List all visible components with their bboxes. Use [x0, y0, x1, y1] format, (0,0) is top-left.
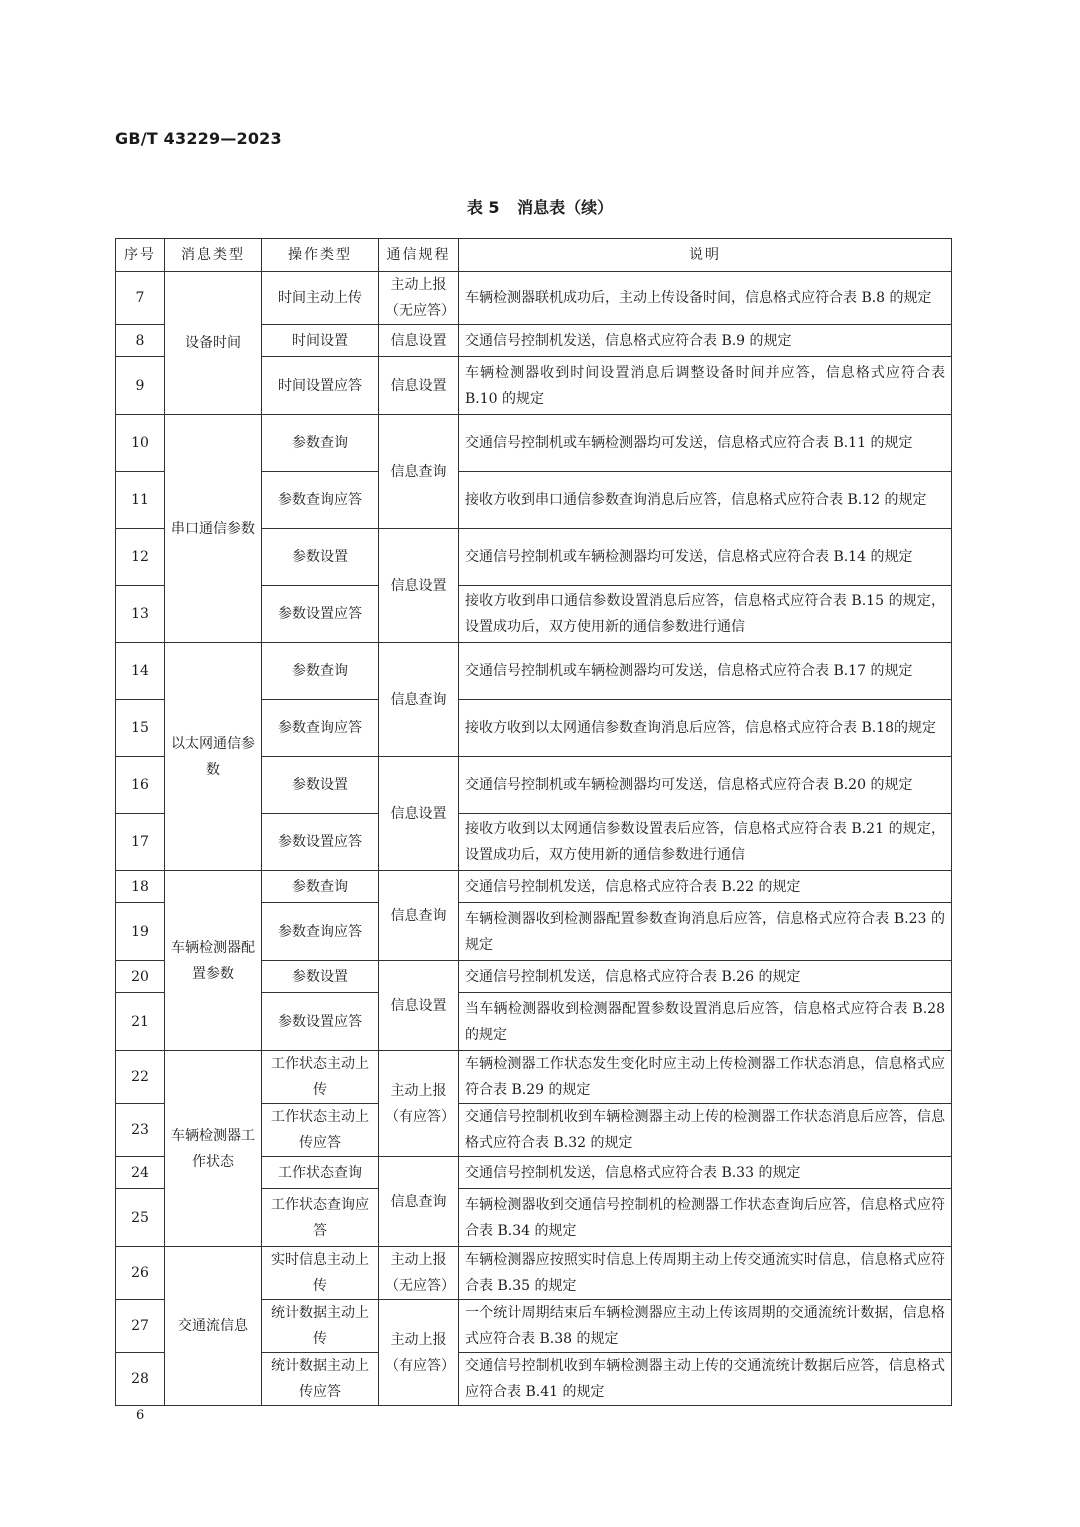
operation-type: 参数查询 — [262, 415, 379, 472]
row-number: 13 — [116, 586, 165, 643]
protocol: 主动上报（有应答） — [379, 1051, 459, 1157]
table-row — [116, 643, 952, 700]
operation-type: 参数查询应答 — [262, 700, 379, 757]
row-number: 11 — [116, 472, 165, 529]
row-number: 25 — [116, 1189, 165, 1247]
description: 一个统计周期结束后车辆检测器应主动上传该周期的交通流统计数据，信息格式应符合表 B.38 的规定 — [459, 1300, 952, 1353]
operation-type: 时间设置 — [262, 325, 379, 357]
operation-type: 工作状态查询应答 — [262, 1189, 379, 1247]
description: 交通信号控制机发送，信息格式应符合表 B.22 的规定 — [459, 871, 952, 903]
description: 车辆检测器应按照实时信息上传周期主动上传交通流实时信息，信息格式应符合表 B.35 的规定 — [459, 1247, 952, 1300]
table-header-row — [116, 239, 952, 272]
operation-type: 参数查询 — [262, 643, 379, 700]
row-number: 23 — [116, 1104, 165, 1157]
operation-type: 实时信息主动上传 — [262, 1247, 379, 1300]
operation-type: 时间设置应答 — [262, 357, 379, 415]
protocol: 信息查询 — [379, 415, 459, 529]
protocol: 主动上报（无应答） — [379, 272, 459, 325]
description: 交通信号控制机收到车辆检测器主动上传的交通流统计数据后应答，信息格式应符合表 B.41 的规定 — [459, 1353, 952, 1406]
operation-type: 参数设置 — [262, 961, 379, 993]
row-number: 21 — [116, 993, 165, 1051]
description: 交通信号控制机收到车辆检测器主动上传的检测器工作状态消息后应答，信息格式应符合表 B.32 的规定 — [459, 1104, 952, 1157]
row-number: 9 — [116, 357, 165, 415]
description: 交通信号控制机或车辆检测器均可发送，信息格式应符合表 B.20 的规定 — [459, 757, 952, 814]
description: 接收方收到以太网通信参数查询消息后应答，信息格式应符合表 B.18的规定 — [459, 700, 952, 757]
message-type: 交通流信息 — [165, 1247, 262, 1406]
description: 接收方收到串口通信参数设置消息后应答，信息格式应符合表 B.15 的规定，设置成功后，双方使用新的通信参数进行通信 — [459, 586, 952, 643]
row-number: 12 — [116, 529, 165, 586]
operation-type: 参数设置应答 — [262, 586, 379, 643]
operation-type: 工作状态查询 — [262, 1157, 379, 1189]
operation-type: 时间主动上传 — [262, 272, 379, 325]
description: 交通信号控制机发送，信息格式应符合表 B.9 的规定 — [459, 325, 952, 357]
table-row — [116, 272, 952, 325]
operation-type: 参数查询应答 — [262, 903, 379, 961]
message-type: 车辆检测器配置参数 — [165, 871, 262, 1051]
message-type: 串口通信参数 — [165, 415, 262, 643]
description: 接收方收到串口通信参数查询消息后应答，信息格式应符合表 B.12 的规定 — [459, 472, 952, 529]
protocol: 信息设置 — [379, 961, 459, 1051]
operation-type: 参数设置 — [262, 757, 379, 814]
description: 当车辆检测器收到检测器配置参数设置消息后应答，信息格式应符合表 B.28 的规定 — [459, 993, 952, 1051]
message-type: 车辆检测器工作状态 — [165, 1051, 262, 1247]
message-type: 以太网通信参数 — [165, 643, 262, 871]
operation-type: 参数查询应答 — [262, 472, 379, 529]
row-number: 22 — [116, 1051, 165, 1104]
protocol: 信息设置 — [379, 529, 459, 643]
description: 交通信号控制机或车辆检测器均可发送，信息格式应符合表 B.11 的规定 — [459, 415, 952, 472]
row-number: 10 — [116, 415, 165, 472]
protocol: 信息查询 — [379, 871, 459, 961]
protocol: 信息设置 — [379, 757, 459, 871]
description: 车辆检测器联机成功后，主动上传设备时间，信息格式应符合表 B.8 的规定 — [459, 272, 952, 325]
row-number: 24 — [116, 1157, 165, 1189]
row-number: 19 — [116, 903, 165, 961]
message-table — [115, 238, 952, 1406]
row-number: 7 — [116, 272, 165, 325]
row-number: 28 — [116, 1353, 165, 1406]
description: 车辆检测器工作状态发生变化时应主动上传检测器工作状态消息，信息格式应符合表 B.29 的规定 — [459, 1051, 952, 1104]
standard-id: GB/T 43229—2023 — [115, 129, 282, 148]
table-title — [0, 195, 1080, 218]
page-number: 6 — [136, 1408, 145, 1423]
row-number: 15 — [116, 700, 165, 757]
operation-type: 参数设置应答 — [262, 993, 379, 1051]
table-row — [116, 1247, 952, 1300]
description: 交通信号控制机发送，信息格式应符合表 B.33 的规定 — [459, 1157, 952, 1189]
row-number: 16 — [116, 757, 165, 814]
table-row — [116, 1051, 952, 1104]
operation-type: 工作状态主动上传 — [262, 1051, 379, 1104]
col-header-no: 序号 — [116, 239, 165, 272]
operation-type: 参数查询 — [262, 871, 379, 903]
row-number: 18 — [116, 871, 165, 903]
operation-type: 工作状态主动上传应答 — [262, 1104, 379, 1157]
operation-type: 统计数据主动上传 — [262, 1300, 379, 1353]
description: 车辆检测器收到时间设置消息后调整设备时间并应答，信息格式应符合表 B.10 的规定 — [459, 357, 952, 415]
protocol: 主动上报（无应答） — [379, 1247, 459, 1300]
col-header-protocol: 通信规程 — [379, 239, 459, 272]
description: 车辆检测器收到交通信号控制机的检测器工作状态查询后应答，信息格式应符合表 B.34 的规定 — [459, 1189, 952, 1247]
table-title-label: 表 5 — [466, 198, 500, 217]
protocol: 信息查询 — [379, 643, 459, 757]
description: 接收方收到以太网通信参数设置表后应答，信息格式应符合表 B.21 的规定，设置成功后，双方使用新的通信参数进行通信 — [459, 814, 952, 871]
row-number: 26 — [116, 1247, 165, 1300]
protocol: 信息设置 — [379, 357, 459, 415]
description: 交通信号控制机发送，信息格式应符合表 B.26 的规定 — [459, 961, 952, 993]
row-number: 17 — [116, 814, 165, 871]
table-row — [116, 871, 952, 903]
table-row — [116, 415, 952, 472]
col-header-type: 消息类型 — [165, 239, 262, 272]
description: 车辆检测器收到检测器配置参数查询消息后应答，信息格式应符合表 B.23 的规定 — [459, 903, 952, 961]
protocol: 主动上报（有应答） — [379, 1300, 459, 1406]
description: 交通信号控制机或车辆检测器均可发送，信息格式应符合表 B.14 的规定 — [459, 529, 952, 586]
row-number: 14 — [116, 643, 165, 700]
protocol: 信息查询 — [379, 1157, 459, 1247]
row-number: 20 — [116, 961, 165, 993]
row-number: 27 — [116, 1300, 165, 1353]
table-title-name: 消息表（续） — [517, 198, 614, 217]
operation-type: 统计数据主动上传应答 — [262, 1353, 379, 1406]
col-header-desc: 说明 — [459, 239, 952, 272]
operation-type: 参数设置 — [262, 529, 379, 586]
row-number: 8 — [116, 325, 165, 357]
protocol: 信息设置 — [379, 325, 459, 357]
col-header-op: 操作类型 — [262, 239, 379, 272]
description: 交通信号控制机或车辆检测器均可发送，信息格式应符合表 B.17 的规定 — [459, 643, 952, 700]
operation-type: 参数设置应答 — [262, 814, 379, 871]
message-type: 设备时间 — [165, 272, 262, 415]
